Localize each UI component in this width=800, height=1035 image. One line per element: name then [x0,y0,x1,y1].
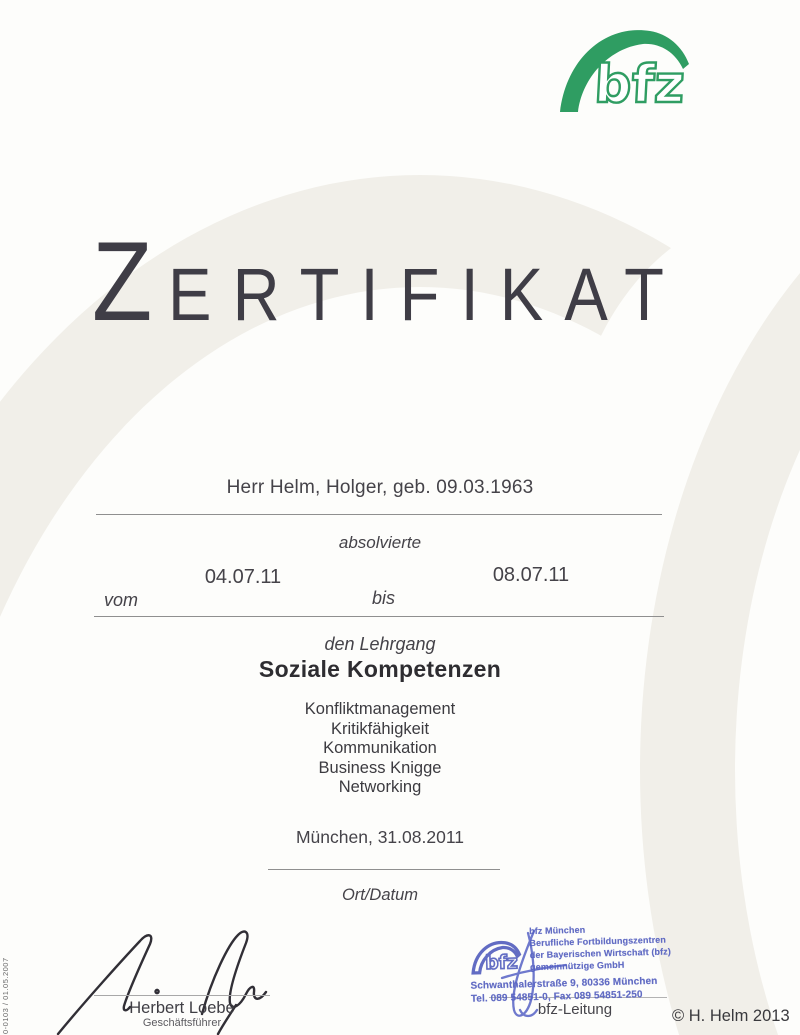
signatory-name: Herbert Loebe [129,999,235,1017]
place-date-value: München, 31.08.2011 [295,827,464,847]
date-from-value: 04.07.11 [204,566,282,588]
course-topic: Konfliktmanagement [304,700,456,718]
course-topic-list [90,700,670,798]
form-id-note: 0-0103 / 01.05.2007 [1,957,10,1034]
place-date-underline [268,869,500,870]
stamp-logo-text: bfz [484,952,519,975]
page-title [92,219,685,344]
course-topic: Kommunikation [323,739,437,757]
signature-left-line [94,995,270,996]
stamp-line: bfz München [529,924,586,937]
place-date-label: Ort/Datum [341,886,419,904]
dates-underline [94,616,664,617]
stamp-phone: Tel. 089 54851-0, Fax 089 54851-250 [470,988,643,1005]
stamp-line: der Bayerischen Wirtschaft (bfz) [529,946,672,961]
date-to-label: bis [372,588,396,608]
date-to-value: 08.07.11 [492,564,570,586]
signature-bfz-leitung [490,928,574,1020]
recipient-line: Herr Helm, Holger, geb. 09.03.1963 [226,477,534,498]
course-topic: Business Knigge [318,758,442,777]
action-label: absolvierte [338,533,422,552]
course-topic: Networking [338,778,422,796]
page-title-initial: Z [92,219,169,344]
stamp-line: Berufliche Fortbildungszentren [529,934,667,949]
stamp-line: gemeinnützige GmbH [529,959,625,973]
page-title-rest: ERTIFIKAT [168,253,685,336]
signatory-role: Geschäftsführer [142,1017,222,1029]
copyright-note: © H. Helm 2013 [672,1007,790,1025]
recipient-underline [96,514,662,515]
date-from-label: vom [104,590,139,610]
course-topic: Kritikfähigkeit [330,719,430,738]
course-title: Soziale Kompetenzen [258,656,502,682]
signature-right-label: bfz-Leitung [537,1001,613,1018]
stamp-address: Schwanthalerstraße 9, 80336 München [470,975,658,992]
bfz-logo-icon [552,16,712,118]
course-intro-label: den Lehrgang [324,634,436,654]
bfz-logo-text: bfz [592,55,687,115]
